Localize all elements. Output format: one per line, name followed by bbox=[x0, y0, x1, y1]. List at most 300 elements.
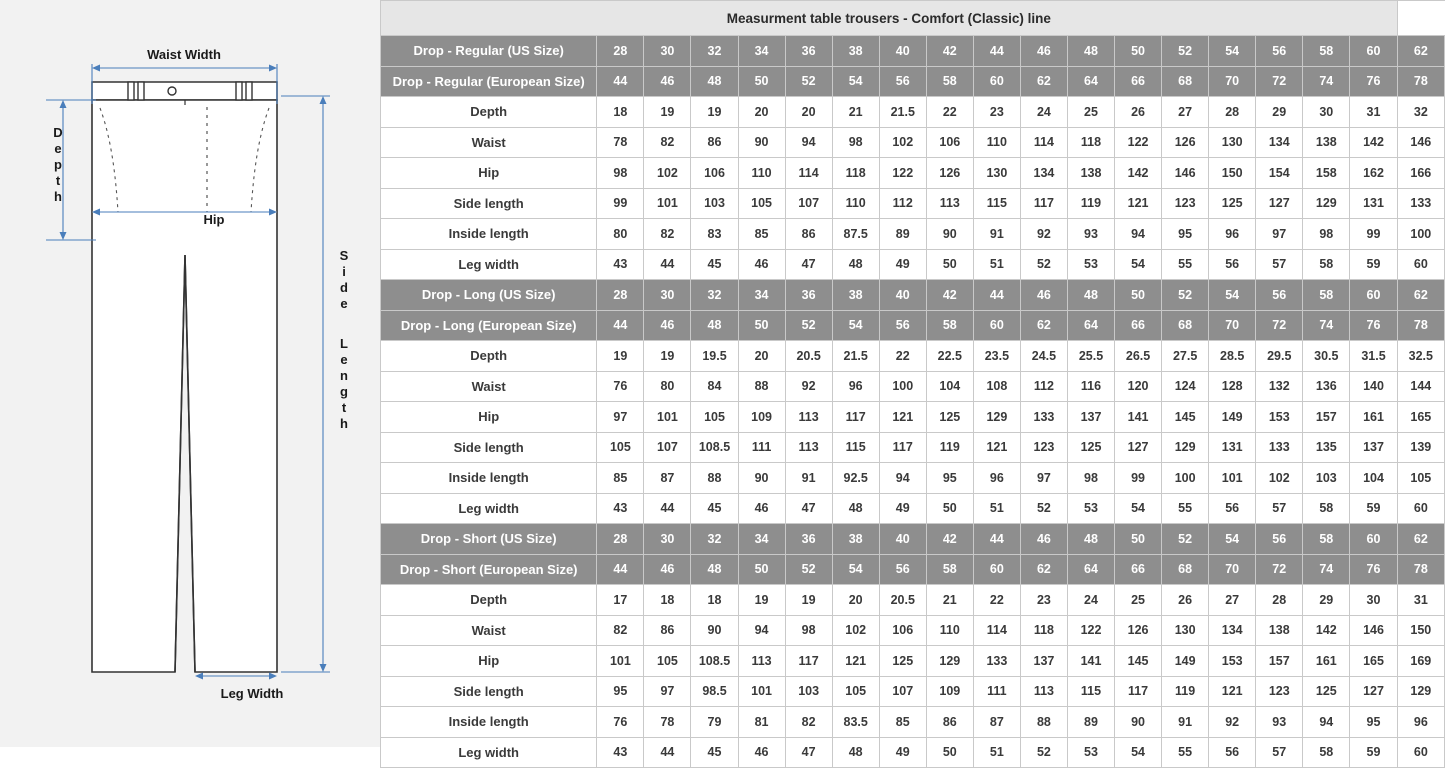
cell-value: 92 bbox=[1209, 707, 1256, 738]
cell-value: 58 bbox=[1303, 249, 1350, 280]
cell-value: 38 bbox=[832, 36, 879, 67]
cell-value: 125 bbox=[926, 402, 973, 433]
cell-value: 98 bbox=[832, 127, 879, 158]
cell-value: 54 bbox=[832, 66, 879, 97]
cell-value: 140 bbox=[1350, 371, 1397, 402]
cell-value: 86 bbox=[785, 219, 832, 250]
cell-value: 127 bbox=[1115, 432, 1162, 463]
cell-value: 84 bbox=[691, 371, 738, 402]
cell-value: 30 bbox=[644, 280, 691, 311]
cell-value: 62 bbox=[1397, 280, 1444, 311]
cell-value: 139 bbox=[1397, 432, 1444, 463]
cell-value: 20.5 bbox=[785, 341, 832, 372]
cell-value: 111 bbox=[738, 432, 785, 463]
cell-value: 47 bbox=[785, 249, 832, 280]
cell-value: 76 bbox=[1350, 66, 1397, 97]
cell-value: 126 bbox=[926, 158, 973, 189]
cell-value: 106 bbox=[691, 158, 738, 189]
cell-value: 122 bbox=[1067, 615, 1114, 646]
cell-value: 54 bbox=[1115, 493, 1162, 524]
cell-value: 138 bbox=[1303, 127, 1350, 158]
cell-value: 45 bbox=[691, 493, 738, 524]
svg-text:e: e bbox=[340, 296, 348, 311]
row-label: Waist bbox=[381, 127, 597, 158]
row-label: Drop - Regular (US Size) bbox=[381, 36, 597, 67]
row-label: Depth bbox=[381, 341, 597, 372]
cell-value: 133 bbox=[973, 646, 1020, 677]
cell-value: 40 bbox=[879, 280, 926, 311]
cell-value: 30 bbox=[644, 36, 691, 67]
cell-value: 32 bbox=[691, 36, 738, 67]
table-title-row bbox=[381, 1, 1445, 36]
cell-value: 18 bbox=[644, 585, 691, 616]
cell-value: 169 bbox=[1397, 646, 1444, 677]
cell-value: 96 bbox=[1209, 219, 1256, 250]
row-label: Leg width bbox=[381, 249, 597, 280]
cell-value: 111 bbox=[973, 676, 1020, 707]
cell-value: 119 bbox=[926, 432, 973, 463]
cell-value: 31 bbox=[1397, 585, 1444, 616]
cell-value: 50 bbox=[738, 66, 785, 97]
svg-text:h: h bbox=[340, 416, 348, 431]
cell-value: 118 bbox=[1067, 127, 1114, 158]
cell-value: 62 bbox=[1020, 66, 1067, 97]
cell-value: 128 bbox=[1209, 371, 1256, 402]
cell-value: 34 bbox=[738, 524, 785, 555]
cell-value: 50 bbox=[1115, 280, 1162, 311]
cell-value: 29 bbox=[1303, 585, 1350, 616]
cell-value: 138 bbox=[1256, 615, 1303, 646]
table-row bbox=[381, 524, 1445, 555]
cell-value: 50 bbox=[738, 554, 785, 585]
cell-value: 44 bbox=[597, 66, 644, 97]
cell-value: 43 bbox=[597, 493, 644, 524]
cell-value: 50 bbox=[926, 493, 973, 524]
cell-value: 60 bbox=[1397, 249, 1444, 280]
cell-value: 32.5 bbox=[1397, 341, 1444, 372]
cell-value: 52 bbox=[1020, 493, 1067, 524]
cell-value: 52 bbox=[785, 310, 832, 341]
cell-value: 44 bbox=[644, 493, 691, 524]
cell-value: 114 bbox=[785, 158, 832, 189]
cell-value: 28 bbox=[597, 524, 644, 555]
cell-value: 44 bbox=[973, 524, 1020, 555]
cell-value: 28.5 bbox=[1209, 341, 1256, 372]
cell-value: 154 bbox=[1256, 158, 1303, 189]
cell-value: 78 bbox=[597, 127, 644, 158]
cell-value: 49 bbox=[879, 737, 926, 768]
cell-value: 78 bbox=[1397, 310, 1444, 341]
row-label: Drop - Regular (European Size) bbox=[381, 66, 597, 97]
cell-value: 99 bbox=[1350, 219, 1397, 250]
cell-value: 86 bbox=[691, 127, 738, 158]
cell-value: 48 bbox=[832, 737, 879, 768]
cell-value: 80 bbox=[644, 371, 691, 402]
cell-value: 72 bbox=[1256, 554, 1303, 585]
cell-value: 64 bbox=[1067, 554, 1114, 585]
cell-value: 76 bbox=[1350, 554, 1397, 585]
cell-value: 22.5 bbox=[926, 341, 973, 372]
cell-value: 115 bbox=[832, 432, 879, 463]
cell-value: 110 bbox=[926, 615, 973, 646]
cell-value: 125 bbox=[1209, 188, 1256, 219]
table-row bbox=[381, 97, 1445, 128]
cell-value: 79 bbox=[691, 707, 738, 738]
cell-value: 112 bbox=[879, 188, 926, 219]
table-row bbox=[381, 280, 1445, 311]
cell-value: 99 bbox=[1115, 463, 1162, 494]
cell-value: 48 bbox=[1067, 36, 1114, 67]
cell-value: 54 bbox=[1209, 524, 1256, 555]
cell-value: 48 bbox=[832, 493, 879, 524]
cell-value: 83.5 bbox=[832, 707, 879, 738]
cell-value: 27 bbox=[1162, 97, 1209, 128]
cell-value: 103 bbox=[691, 188, 738, 219]
table-row bbox=[381, 463, 1445, 494]
cell-value: 26 bbox=[1162, 585, 1209, 616]
cell-value: 70 bbox=[1209, 310, 1256, 341]
cell-value: 102 bbox=[832, 615, 879, 646]
cell-value: 122 bbox=[879, 158, 926, 189]
cell-value: 165 bbox=[1397, 402, 1444, 433]
cell-value: 129 bbox=[1303, 188, 1350, 219]
cell-value: 90 bbox=[926, 219, 973, 250]
cell-value: 92 bbox=[785, 371, 832, 402]
cell-value: 49 bbox=[879, 493, 926, 524]
cell-value: 20 bbox=[832, 585, 879, 616]
cell-value: 43 bbox=[597, 737, 644, 768]
cell-value: 54 bbox=[1115, 249, 1162, 280]
cell-value: 98 bbox=[1303, 219, 1350, 250]
svg-text:i: i bbox=[342, 264, 346, 279]
cell-value: 18 bbox=[691, 585, 738, 616]
cell-value: 60 bbox=[973, 310, 1020, 341]
cell-value: 105 bbox=[597, 432, 644, 463]
cell-value: 58 bbox=[926, 554, 973, 585]
cell-value: 81 bbox=[738, 707, 785, 738]
cell-value: 158 bbox=[1303, 158, 1350, 189]
cell-value: 115 bbox=[1067, 676, 1114, 707]
row-label: Inside length bbox=[381, 219, 597, 250]
cell-value: 54 bbox=[1209, 36, 1256, 67]
cell-value: 83 bbox=[691, 219, 738, 250]
cell-value: 117 bbox=[879, 432, 926, 463]
cell-value: 30.5 bbox=[1303, 341, 1350, 372]
cell-value: 110 bbox=[832, 188, 879, 219]
cell-value: 95 bbox=[926, 463, 973, 494]
cell-value: 88 bbox=[691, 463, 738, 494]
trouser-diagram-panel bbox=[0, 0, 380, 747]
cell-value: 52 bbox=[785, 66, 832, 97]
cell-value: 107 bbox=[879, 676, 926, 707]
cell-value: 22 bbox=[879, 341, 926, 372]
cell-value: 146 bbox=[1162, 158, 1209, 189]
cell-value: 76 bbox=[597, 371, 644, 402]
row-label: Drop - Short (US Size) bbox=[381, 524, 597, 555]
cell-value: 162 bbox=[1350, 158, 1397, 189]
table-row bbox=[381, 249, 1445, 280]
table-row bbox=[381, 432, 1445, 463]
cell-value: 117 bbox=[832, 402, 879, 433]
cell-value: 125 bbox=[879, 646, 926, 677]
table-title: Measurment table trousers - Comfort (Classic) line bbox=[381, 1, 1398, 36]
cell-value: 87 bbox=[644, 463, 691, 494]
cell-value: 82 bbox=[597, 615, 644, 646]
cell-value: 42 bbox=[926, 36, 973, 67]
svg-text:h: h bbox=[54, 189, 62, 204]
cell-value: 34 bbox=[738, 280, 785, 311]
svg-text:g: g bbox=[340, 384, 348, 399]
cell-value: 36 bbox=[785, 280, 832, 311]
row-label: Drop - Short (European Size) bbox=[381, 554, 597, 585]
cell-value: 90 bbox=[738, 127, 785, 158]
row-label: Hip bbox=[381, 646, 597, 677]
cell-value: 103 bbox=[785, 676, 832, 707]
cell-value: 44 bbox=[973, 280, 1020, 311]
table-row bbox=[381, 737, 1445, 768]
cell-value: 53 bbox=[1067, 249, 1114, 280]
row-label: Hip bbox=[381, 158, 597, 189]
cell-value: 122 bbox=[1115, 127, 1162, 158]
cell-value: 50 bbox=[1115, 36, 1162, 67]
cell-value: 94 bbox=[738, 615, 785, 646]
cell-value: 98.5 bbox=[691, 676, 738, 707]
svg-text:t: t bbox=[341, 400, 347, 415]
cell-value: 102 bbox=[879, 127, 926, 158]
cell-value: 101 bbox=[644, 188, 691, 219]
cell-value: 58 bbox=[1303, 737, 1350, 768]
cell-value: 121 bbox=[879, 402, 926, 433]
cell-value: 106 bbox=[879, 615, 926, 646]
svg-text:n: n bbox=[340, 368, 348, 383]
cell-value: 123 bbox=[1162, 188, 1209, 219]
cell-value: 62 bbox=[1020, 554, 1067, 585]
cell-value: 96 bbox=[973, 463, 1020, 494]
cell-value: 82 bbox=[644, 127, 691, 158]
cell-value: 26.5 bbox=[1115, 341, 1162, 372]
cell-value: 34 bbox=[738, 36, 785, 67]
cell-value: 137 bbox=[1020, 646, 1067, 677]
table-row bbox=[381, 341, 1445, 372]
cell-value: 74 bbox=[1303, 310, 1350, 341]
cell-value: 50 bbox=[926, 249, 973, 280]
cell-value: 145 bbox=[1162, 402, 1209, 433]
cell-value: 45 bbox=[691, 249, 738, 280]
cell-value: 108.5 bbox=[691, 646, 738, 677]
cell-value: 58 bbox=[1303, 36, 1350, 67]
cell-value: 121 bbox=[1115, 188, 1162, 219]
cell-value: 19 bbox=[738, 585, 785, 616]
table-row bbox=[381, 188, 1445, 219]
cell-value: 56 bbox=[1256, 280, 1303, 311]
cell-value: 46 bbox=[738, 737, 785, 768]
cell-value: 150 bbox=[1397, 615, 1444, 646]
cell-value: 32 bbox=[691, 524, 738, 555]
cell-value: 60 bbox=[1397, 737, 1444, 768]
cell-value: 56 bbox=[1209, 493, 1256, 524]
cell-value: 46 bbox=[644, 554, 691, 585]
cell-value: 87.5 bbox=[832, 219, 879, 250]
cell-value: 46 bbox=[738, 249, 785, 280]
cell-value: 96 bbox=[832, 371, 879, 402]
cell-value: 23.5 bbox=[973, 341, 1020, 372]
cell-value: 141 bbox=[1067, 646, 1114, 677]
cell-value: 97 bbox=[597, 402, 644, 433]
cell-value: 40 bbox=[879, 36, 926, 67]
cell-value: 150 bbox=[1209, 158, 1256, 189]
cell-value: 94 bbox=[1115, 219, 1162, 250]
cell-value: 52 bbox=[1020, 737, 1067, 768]
cell-value: 58 bbox=[926, 310, 973, 341]
cell-value: 113 bbox=[785, 402, 832, 433]
cell-value: 57 bbox=[1256, 249, 1303, 280]
cell-value: 32 bbox=[691, 280, 738, 311]
cell-value: 94 bbox=[785, 127, 832, 158]
cell-value: 48 bbox=[1067, 524, 1114, 555]
cell-value: 94 bbox=[879, 463, 926, 494]
cell-value: 52 bbox=[1162, 524, 1209, 555]
cell-value: 25.5 bbox=[1067, 341, 1114, 372]
cell-value: 56 bbox=[1209, 249, 1256, 280]
cell-value: 24 bbox=[1020, 97, 1067, 128]
cell-value: 62 bbox=[1020, 310, 1067, 341]
cell-value: 46 bbox=[738, 493, 785, 524]
cell-value: 108.5 bbox=[691, 432, 738, 463]
cell-value: 26 bbox=[1115, 97, 1162, 128]
cell-value: 59 bbox=[1350, 249, 1397, 280]
cell-value: 46 bbox=[1020, 280, 1067, 311]
cell-value: 74 bbox=[1303, 554, 1350, 585]
cell-value: 103 bbox=[1303, 463, 1350, 494]
cell-value: 60 bbox=[1350, 280, 1397, 311]
cell-value: 132 bbox=[1256, 371, 1303, 402]
cell-value: 92.5 bbox=[832, 463, 879, 494]
cell-value: 86 bbox=[926, 707, 973, 738]
cell-value: 90 bbox=[691, 615, 738, 646]
cell-value: 57 bbox=[1256, 493, 1303, 524]
cell-value: 56 bbox=[1256, 524, 1303, 555]
cell-value: 21 bbox=[832, 97, 879, 128]
cell-value: 130 bbox=[973, 158, 1020, 189]
cell-value: 19 bbox=[644, 97, 691, 128]
cell-value: 62 bbox=[1397, 524, 1444, 555]
cell-value: 48 bbox=[691, 310, 738, 341]
cell-value: 88 bbox=[738, 371, 785, 402]
cell-value: 131 bbox=[1209, 432, 1256, 463]
cell-value: 89 bbox=[879, 219, 926, 250]
row-label: Leg width bbox=[381, 737, 597, 768]
cell-value: 88 bbox=[1020, 707, 1067, 738]
cell-value: 98 bbox=[597, 158, 644, 189]
cell-value: 60 bbox=[1397, 493, 1444, 524]
cell-value: 22 bbox=[926, 97, 973, 128]
cell-value: 64 bbox=[1067, 66, 1114, 97]
table-row bbox=[381, 493, 1445, 524]
cell-value: 21.5 bbox=[832, 341, 879, 372]
cell-value: 124 bbox=[1162, 371, 1209, 402]
cell-value: 104 bbox=[1350, 463, 1397, 494]
cell-value: 85 bbox=[879, 707, 926, 738]
hip-label: Hip bbox=[203, 212, 225, 227]
cell-value: 24 bbox=[1067, 585, 1114, 616]
cell-value: 161 bbox=[1303, 646, 1350, 677]
cell-value: 98 bbox=[1067, 463, 1114, 494]
cell-value: 18 bbox=[597, 97, 644, 128]
row-label: Side length bbox=[381, 432, 597, 463]
cell-value: 46 bbox=[644, 66, 691, 97]
cell-value: 89 bbox=[1067, 707, 1114, 738]
cell-value: 137 bbox=[1067, 402, 1114, 433]
table-row bbox=[381, 158, 1445, 189]
cell-value: 113 bbox=[1020, 676, 1067, 707]
cell-value: 59 bbox=[1350, 493, 1397, 524]
cell-value: 110 bbox=[973, 127, 1020, 158]
cell-value: 105 bbox=[644, 646, 691, 677]
cell-value: 62 bbox=[1397, 36, 1444, 67]
cell-value: 142 bbox=[1303, 615, 1350, 646]
cell-value: 72 bbox=[1256, 66, 1303, 97]
table-row bbox=[381, 127, 1445, 158]
cell-value: 100 bbox=[1162, 463, 1209, 494]
cell-value: 49 bbox=[879, 249, 926, 280]
cell-value: 134 bbox=[1209, 615, 1256, 646]
cell-value: 36 bbox=[785, 524, 832, 555]
cell-value: 146 bbox=[1350, 615, 1397, 646]
cell-value: 142 bbox=[1115, 158, 1162, 189]
cell-value: 149 bbox=[1209, 402, 1256, 433]
cell-value: 25 bbox=[1115, 585, 1162, 616]
cell-value: 38 bbox=[832, 280, 879, 311]
cell-value: 101 bbox=[644, 402, 691, 433]
cell-value: 82 bbox=[644, 219, 691, 250]
cell-value: 125 bbox=[1303, 676, 1350, 707]
cell-value: 109 bbox=[738, 402, 785, 433]
cell-value: 157 bbox=[1303, 402, 1350, 433]
cell-value: 20 bbox=[785, 97, 832, 128]
table-row bbox=[381, 707, 1445, 738]
cell-value: 56 bbox=[879, 310, 926, 341]
cell-value: 80 bbox=[597, 219, 644, 250]
cell-value: 105 bbox=[832, 676, 879, 707]
cell-value: 157 bbox=[1256, 646, 1303, 677]
cell-value: 58 bbox=[926, 66, 973, 97]
cell-value: 105 bbox=[738, 188, 785, 219]
cell-value: 52 bbox=[785, 554, 832, 585]
cell-value: 114 bbox=[1020, 127, 1067, 158]
cell-value: 70 bbox=[1209, 554, 1256, 585]
cell-value: 52 bbox=[1162, 280, 1209, 311]
cell-value: 19 bbox=[597, 341, 644, 372]
cell-value: 58 bbox=[1303, 280, 1350, 311]
cell-value: 60 bbox=[973, 554, 1020, 585]
cell-value: 76 bbox=[597, 707, 644, 738]
cell-value: 112 bbox=[1020, 371, 1067, 402]
cell-value: 120 bbox=[1115, 371, 1162, 402]
cell-value: 48 bbox=[691, 66, 738, 97]
cell-value: 130 bbox=[1209, 127, 1256, 158]
table-row bbox=[381, 371, 1445, 402]
cell-value: 114 bbox=[973, 615, 1020, 646]
table-row bbox=[381, 615, 1445, 646]
row-label: Side length bbox=[381, 676, 597, 707]
table-row bbox=[381, 66, 1445, 97]
cell-value: 40 bbox=[879, 524, 926, 555]
cell-value: 53 bbox=[1067, 493, 1114, 524]
cell-value: 92 bbox=[1020, 219, 1067, 250]
cell-value: 66 bbox=[1115, 66, 1162, 97]
cell-value: 153 bbox=[1209, 646, 1256, 677]
cell-value: 68 bbox=[1162, 66, 1209, 97]
